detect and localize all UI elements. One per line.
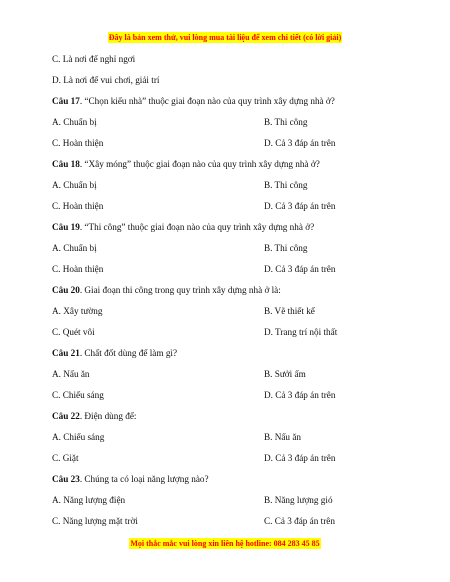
question-text: . Chúng ta có loại năng lượng nào? [79,474,209,484]
options-row [52,238,412,259]
question-21 [52,343,412,364]
option-b: B. Nấu ăn [264,432,301,442]
options-row [52,322,412,343]
option-a: A. Chuẩn bị [52,180,97,190]
option-d: D. Cả 3 đáp án trên [264,138,336,148]
question-text: . “Chọn kiểu nhà” thuộc giai đoạn nào của quy trình xây dựng nhà ở? [79,96,335,106]
question-number: Câu 22 [52,411,80,421]
question-number: Câu 23 [52,474,80,484]
preview-notice-banner [0,27,450,45]
option-a: A. Chiếu sáng [52,432,105,442]
option-b: B. Thi công [264,180,308,190]
options-row [52,175,412,196]
question-text: . “Thi công” thuộc giai đoạn nào của quy trình xây dựng nhà ở? [79,222,315,232]
options-row [52,511,412,532]
option-a: A. Chuẩn bị [52,117,97,127]
option-c: C. Giặt [52,453,79,463]
option-d-prev: D. Là nơi để vui chơi, giải trí [52,75,160,85]
options-row [52,364,412,385]
option-d: D. Cả 3 đáp án trên [264,390,336,400]
option-c-prev: C. Là nơi để nghỉ ngơi [52,54,136,64]
option-a: A. Xây tường [52,306,103,316]
question-text: . “Xây móng” thuộc giai đoạn nào của quy trình xây dựng nhà ở? [79,159,320,169]
options-row [52,385,412,406]
question-number: Câu 21 [52,348,80,358]
option-b: B. Thi công [264,117,308,127]
options-row [52,259,412,280]
question-20 [52,280,412,301]
question-17 [52,91,412,112]
options-row [52,490,412,511]
question-text: . Điện dùng để: [79,411,137,421]
question-23 [52,469,412,490]
question-18 [52,154,412,175]
document-content [52,49,412,532]
option-b: B. Vẽ thiết kế [264,306,315,316]
question-19 [52,217,412,238]
option-c: C. Chiếu sáng [52,390,104,400]
options-row [52,301,412,322]
hotline-banner [0,533,450,551]
question-22 [52,406,412,427]
option-b: B. Sưởi ấm [264,369,306,379]
question-text: . Chất đốt dùng để làm gì? [79,348,178,358]
option-d: D. Cả 3 đáp án trên [264,201,336,211]
preview-notice-text: Đây là bản xem thử, vui lòng mua tài liệu để xem chi tiết (có lời giải) [108,33,342,42]
option-c: C. Hoàn thiện [52,201,104,211]
option-c: C. Năng lượng mặt trời [52,516,138,526]
question-number: Câu 20 [52,285,80,295]
options-row [52,133,412,154]
options-row [52,448,412,469]
question-number: Câu 19 [52,222,80,232]
hotline-text: Mọi thắc mắc vui lòng xin liên hệ hotline: 084 283 45 85 [130,539,320,548]
options-row [52,427,412,448]
option-a: A. Nấu ăn [52,369,90,379]
option-c: C. Quét vôi [52,327,95,337]
question-text: . Giai đoạn thi công trong quy trình xây dựng nhà ở là: [79,285,281,295]
option-b: B. Năng lượng gió [264,495,333,505]
option-c: C. Hoàn thiện [52,138,104,148]
option-b: B. Thi công [264,243,308,253]
option-c: C. Hoàn thiện [52,264,104,274]
option-d: D. Trang trí nội thất [264,327,338,337]
option-d: D. Cả 3 đáp án trên [264,264,336,274]
option-d: D. Cả 3 đáp án trên [264,453,336,463]
option-a: A. Chuẩn bị [52,243,97,253]
options-row [52,196,412,217]
options-row [52,112,412,133]
option-d: C. Cả 3 đáp án trên [264,516,335,526]
question-number: Câu 17 [52,96,80,106]
question-number: Câu 18 [52,159,80,169]
option-a: A. Năng lượng điện [52,495,126,505]
